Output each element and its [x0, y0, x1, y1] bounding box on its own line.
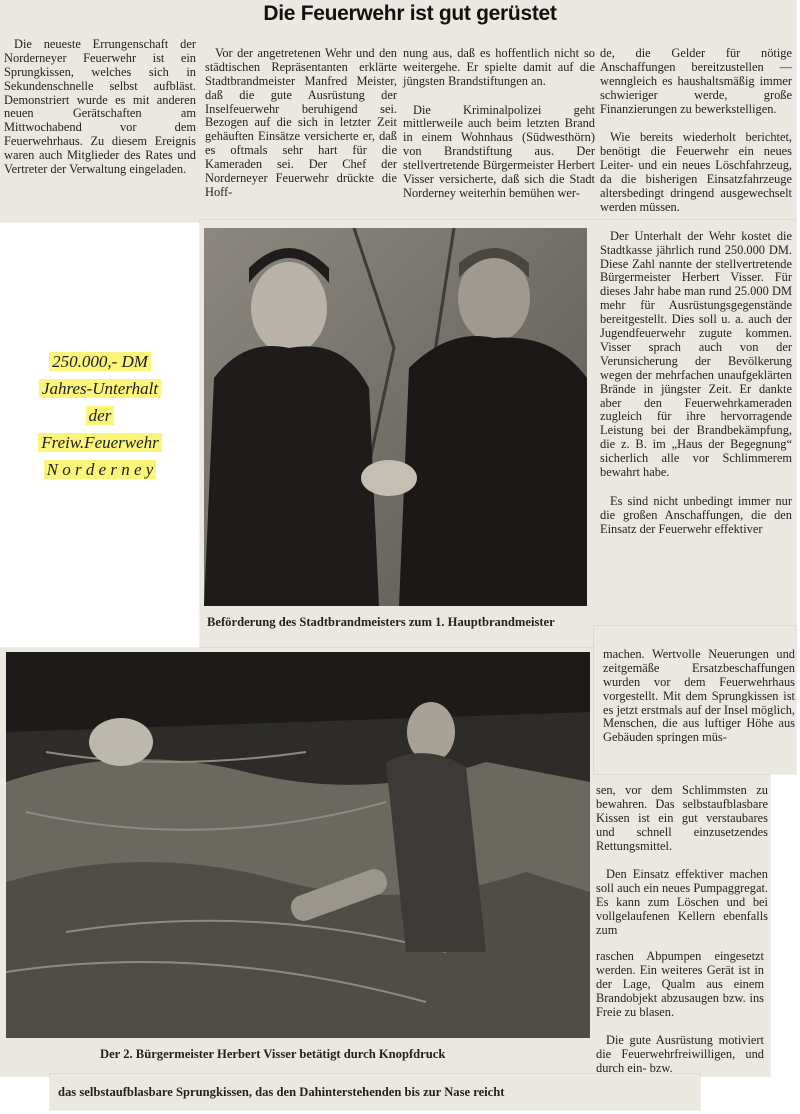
paragraph: Es sind nicht unbedingt immer nur die großen Anschaffungen, die den Einsatz der Feuerwehr effektiver	[600, 493, 792, 536]
handshake-image	[204, 228, 587, 606]
callout-line: N o r d e r n e y	[44, 460, 157, 479]
callout-line: der	[86, 406, 115, 425]
callout-line: Freiw.Feuerwehr	[38, 433, 162, 452]
article-column-6	[596, 770, 768, 953]
article-column-4	[600, 33, 792, 552]
paragraph: Die Kriminalpolizei geht mittlerweile auch beim letzten Brand in einem Wohnhaus (Südwesthörn) von Brandstiftung aus. Der stellvertretende Bürgermeister Herbert Visser versicherte, daß sich die Stadt Norderney weiterhin bemühen wer-	[403, 102, 595, 200]
paragraph: de, die Gelder für nötige Anschaffungen bereitzustellen — wenngleich es haushaltsmäßig immer schwieriger werde, große Finanzierungen zu bewerkstelligen.	[600, 45, 792, 116]
article-column-7	[596, 936, 764, 1091]
paragraph: Vor der angetretenen Wehr und den städtischen Repräsentanten erklärte Stadtbrandmeister Manfred Meister, daß die gute Ausrüstung der Inselfeuerwehr beruhigend sei. Bezogen auf die sich in letzter Zeit gehäuften Einsätze versicherte er, daß es oftmals sehr hart für die Kameraden sei. Der Chef der Norderneyer Feuerwehr drückte die Hoff-	[205, 45, 397, 199]
paragraph: Der Unterhalt der Wehr kostet die Stadtkasse jährlich rund 250.000 DM. Diese Zahl nannte der stellvertretende Bürgermeister Herbert Visser. Für dieses Jahr habe man rund 25.000 DM mehr für Ausrüstungsgegenstände bereitgestellt. Dies soll u. a. auch der Jugendfeuerwehr zugute kommen. Visser sprach auch von der Verunsicherung der Bevölkerung wegen der mehrfachen unaufgeklärten Brände in jüngster Zeit. Er dankte aber den Feuerwehrkameraden zugleich für ihre hervorragende Leistung bei der Brandbekämpfung, die z. B. im „Haus der Begegnung“ sicherlich alle vor Schlimmerem bewahrt habe.	[600, 228, 792, 480]
paragraph: machen. Wertvolle Neuerungen und zeitgemäße Ersatzbeschaffungen wurden vor dem Feuerwehrhaus vorgestellt. Mit dem Sprungkissen ist es jetzt erstmals auf der Insel möglich, Menschen, die aus luftiger Höhe aus Gebäuden springen müs-	[603, 646, 795, 745]
paragraph: sen, vor dem Schlimmsten zu bewahren. Das selbstaufblasbare Kissen ist ein gut verstaubares und schnell einzusetzendes Rettungsmittel.	[596, 782, 768, 853]
photo-jump-cushion	[6, 652, 590, 1038]
photo-handshake	[204, 228, 587, 606]
article-column-5	[603, 634, 795, 760]
paragraph: Wie bereits wiederholt berichtet, benötigt die Feuerwehr ein neues Leiter- und ein neues Löschfahrzeug, da die bisherigen Einsatzfahrzeuge altersbedingt dringend ausgewechselt werden müssen.	[600, 130, 792, 214]
article-column-2	[205, 33, 397, 215]
paragraph: Die neueste Errungenschaft der Norderneyer Feuerwehr ist ein Sprungkissen, welches sich in Sekundenschnelle selbst aufbläst. Demonstriert wurde es mit anderen neuen Gerätschaften am Mittwochabend vor dem Feuerwehrhaus. Zu diesem Ereignis waren auch Mitglieder des Rates und Vertreter der Verwaltung eingeladen.	[4, 36, 196, 177]
paragraph: Den Einsatz effektiver machen soll auch ein neues Pumpaggregat. Es kann zum Löschen und bei vollgelaufenen Kellern ebenfalls zum	[596, 867, 768, 937]
article-headline: Die Feuerwehr ist gut gerüstet	[263, 2, 557, 25]
paragraph: raschen Abpumpen eingesetzt werden. Ein weiteres Gerät ist in der Lage, Qualm aus einem Brandobjekt abzusaugen bzw. ins Freie zu blasen.	[596, 948, 764, 1019]
caption-photo-2-line-2: das selbstaufblasbare Sprungkissen, das den Dahinterstehenden bis zur Nase reicht	[58, 1085, 505, 1099]
paragraph: nung aus, daß es hoffentlich nicht so weitergehe. Er spielte damit auf die jüngsten Brandstiftungen an.	[403, 45, 595, 88]
article-column-1	[4, 24, 196, 192]
callout-amount: 250.000,- DM	[49, 352, 151, 371]
caption-photo-1: Beförderung des Stadtbrandmeisters zum 1. Hauptbrandmeister	[207, 615, 555, 629]
callout-line: Jahres-Unterhalt	[39, 379, 161, 398]
highlight-callout	[0, 348, 200, 483]
jump-cushion-image	[6, 652, 590, 1038]
caption-photo-2-line-1: Der 2. Bürgermeister Herbert Visser betätigt durch Knopfdruck	[100, 1047, 446, 1061]
article-column-3	[403, 33, 595, 216]
paragraph: Die gute Ausrüstung motiviert die Feuerwehrfreiwilligen, und durch ein- bzw.	[596, 1033, 764, 1076]
